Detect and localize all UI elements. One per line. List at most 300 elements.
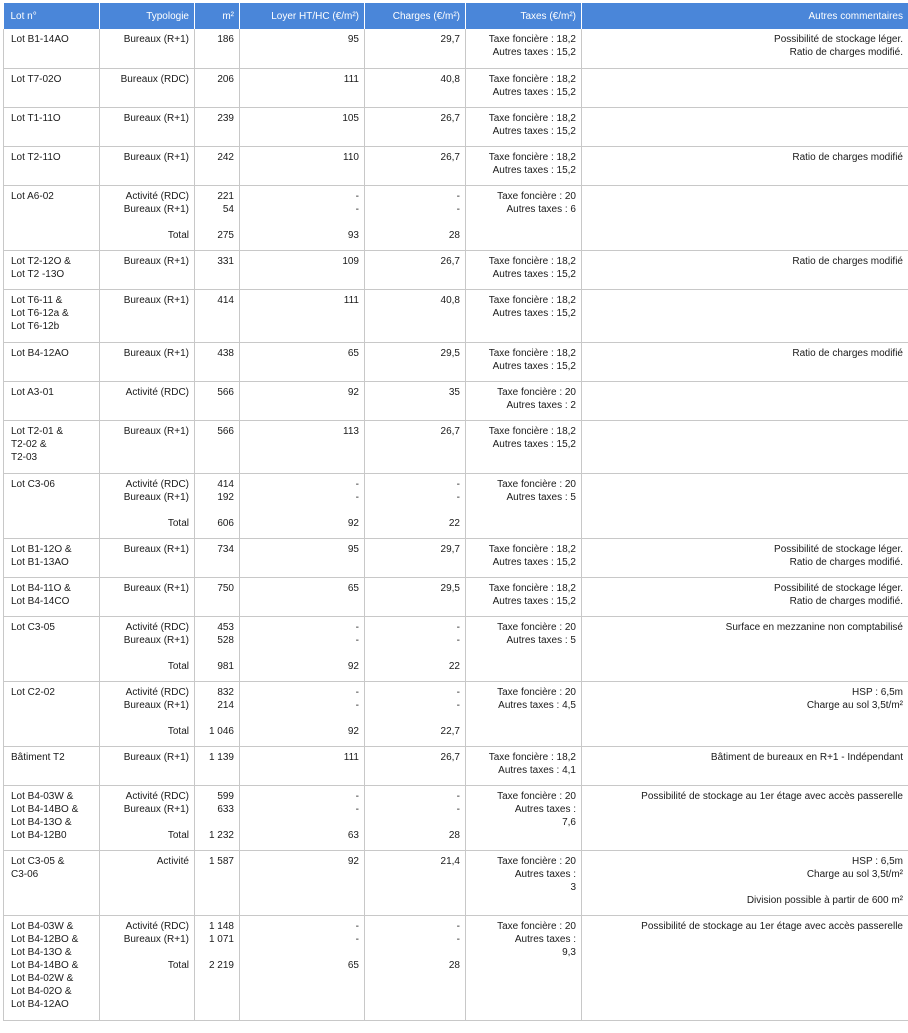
cell-loyer (240, 746, 365, 785)
table-row (4, 577, 908, 616)
cell-line: 29,7 (370, 33, 460, 46)
cell-line: Ratio de charges modifié. (587, 595, 903, 608)
cell-line: - (370, 790, 460, 803)
table-row (4, 785, 908, 850)
header-commentaires: Autres commentaires (582, 3, 908, 29)
cell-m2 (195, 146, 240, 185)
cell-line: Lot T6-12b (11, 320, 94, 333)
table-row (4, 616, 908, 681)
cell-line: 599 (200, 790, 234, 803)
cell-commentaires (582, 577, 908, 616)
cell-charges (365, 616, 466, 681)
cell-line: 111 (245, 751, 359, 764)
cell-typologie (100, 29, 195, 68)
cell-typologie (100, 473, 195, 538)
cell-loyer (240, 915, 365, 1020)
cell-line: 26,7 (370, 751, 460, 764)
table-row (4, 538, 908, 577)
cell-line: Lot B4-03W & (11, 790, 94, 803)
cell-line: 2 219 (200, 959, 234, 972)
cell-line: Lot B4-12BO & (11, 933, 94, 946)
cell-taxes (466, 616, 582, 681)
header-m2: m² (195, 3, 240, 29)
cell-line: 111 (245, 73, 359, 86)
cell-loyer (240, 616, 365, 681)
line-spacer (245, 946, 359, 959)
cell-line: 438 (200, 347, 234, 360)
cell-lot (4, 420, 100, 473)
table-row (4, 746, 908, 785)
line-spacer (105, 816, 189, 829)
cell-line: Lot B4-02O & (11, 985, 94, 998)
cell-line: 1 232 (200, 829, 234, 842)
cell-line: 3 (471, 881, 576, 894)
cell-line: Charge au sol 3,5t/m² (587, 699, 903, 712)
cell-line: Bâtiment T2 (11, 751, 94, 764)
cell-line: Bureaux (R+1) (105, 294, 189, 307)
cell-line: 65 (245, 959, 359, 972)
cell-taxes (466, 577, 582, 616)
cell-charges (365, 915, 466, 1020)
cell-line: Taxe foncière : 18,2 (471, 751, 576, 764)
cell-line: 734 (200, 543, 234, 556)
cell-line: Taxe foncière : 18,2 (471, 255, 576, 268)
cell-line: Taxe foncière : 18,2 (471, 582, 576, 595)
header-lot: Lot n° (4, 3, 100, 29)
cell-charges (365, 785, 466, 850)
cell-m2 (195, 29, 240, 68)
cell-line: HSP : 6,5m (587, 855, 903, 868)
cell-commentaires (582, 342, 908, 381)
cell-commentaires (582, 850, 908, 915)
cell-taxes (466, 185, 582, 250)
cell-loyer (240, 107, 365, 146)
cell-line: - (245, 491, 359, 504)
cell-line: 26,7 (370, 255, 460, 268)
cell-line: 92 (245, 855, 359, 868)
cell-line: 40,8 (370, 73, 460, 86)
cell-line: Taxe foncière : 20 (471, 190, 576, 203)
cell-line: - (370, 491, 460, 504)
cell-line: Activité (RDC) (105, 621, 189, 634)
cell-line: 40,8 (370, 294, 460, 307)
cell-line: 1 139 (200, 751, 234, 764)
cell-line: Bureaux (R+1) (105, 112, 189, 125)
cell-charges (365, 681, 466, 746)
cell-commentaires (582, 538, 908, 577)
cell-lot (4, 342, 100, 381)
cell-line: - (245, 621, 359, 634)
cell-commentaires (582, 616, 908, 681)
cell-typologie (100, 146, 195, 185)
cell-line: Autres taxes : (471, 803, 576, 816)
header-loyer: Loyer HT/HC (€/m²) (240, 3, 365, 29)
cell-line: Taxe foncière : 18,2 (471, 543, 576, 556)
cell-taxes (466, 342, 582, 381)
cell-commentaires (582, 681, 908, 746)
line-spacer (200, 216, 234, 229)
cell-line: - (245, 699, 359, 712)
cell-line: 414 (200, 478, 234, 491)
line-spacer (200, 504, 234, 517)
header-typologie: Typologie (100, 3, 195, 29)
cell-typologie (100, 381, 195, 420)
cell-line: 28 (370, 829, 460, 842)
line-spacer (245, 504, 359, 517)
cell-typologie (100, 616, 195, 681)
cell-line: 109 (245, 255, 359, 268)
cell-loyer (240, 68, 365, 107)
line-spacer (105, 216, 189, 229)
cell-charges (365, 185, 466, 250)
cell-m2 (195, 68, 240, 107)
cell-charges (365, 146, 466, 185)
cell-line: 22 (370, 660, 460, 673)
cell-line: 29,7 (370, 543, 460, 556)
cell-m2 (195, 289, 240, 342)
cell-line: Bureaux (R+1) (105, 803, 189, 816)
cell-line: 186 (200, 33, 234, 46)
cell-line: Lot B4-13O & (11, 816, 94, 829)
cell-taxes (466, 746, 582, 785)
cell-line: Possibilité de stockage au 1er étage avec accès passerelle (587, 790, 903, 803)
cell-line: Activité (RDC) (105, 790, 189, 803)
cell-line: 7,6 (471, 816, 576, 829)
cell-line: Lot T2-12O & (11, 255, 94, 268)
table-row (4, 107, 908, 146)
table-row (4, 420, 908, 473)
cell-loyer (240, 29, 365, 68)
cell-line: 1 046 (200, 725, 234, 738)
line-spacer (370, 647, 460, 660)
line-spacer (245, 216, 359, 229)
cell-typologie (100, 850, 195, 915)
line-spacer (370, 816, 460, 829)
cell-line: Possibilité de stockage au 1er étage avec accès passerelle (587, 920, 903, 933)
cell-loyer (240, 250, 365, 289)
cell-line: Ratio de charges modifié (587, 151, 903, 164)
table-row (4, 68, 908, 107)
line-spacer (200, 946, 234, 959)
cell-line: Autres taxes : (471, 868, 576, 881)
cell-charges (365, 107, 466, 146)
cell-line: 92 (245, 660, 359, 673)
cell-typologie (100, 577, 195, 616)
cell-line: Taxe foncière : 18,2 (471, 294, 576, 307)
table-row (4, 850, 908, 915)
cell-loyer (240, 850, 365, 915)
cell-lot (4, 473, 100, 538)
cell-commentaires (582, 107, 908, 146)
cell-charges (365, 473, 466, 538)
cell-line: 63 (245, 829, 359, 842)
line-spacer (370, 712, 460, 725)
cell-line: Bureaux (R+1) (105, 203, 189, 216)
cell-line: 453 (200, 621, 234, 634)
table-row (4, 289, 908, 342)
cell-taxes (466, 29, 582, 68)
cell-lot (4, 785, 100, 850)
cell-line: Lot B1-14AO (11, 33, 94, 46)
cell-loyer (240, 420, 365, 473)
cell-line: 981 (200, 660, 234, 673)
cell-line: Total (105, 829, 189, 842)
cell-line: 832 (200, 686, 234, 699)
cell-line: 26,7 (370, 151, 460, 164)
line-spacer (245, 712, 359, 725)
cell-line: - (245, 634, 359, 647)
cell-line: Autres taxes : 5 (471, 491, 576, 504)
cell-line: Autres taxes : 15,2 (471, 46, 576, 59)
cell-m2 (195, 250, 240, 289)
cell-line: Autres taxes : 15,2 (471, 595, 576, 608)
cell-line: 29,5 (370, 582, 460, 595)
cell-line: Total (105, 660, 189, 673)
cell-line: C3-06 (11, 868, 94, 881)
cell-line: Taxe foncière : 20 (471, 790, 576, 803)
cell-loyer (240, 381, 365, 420)
cell-loyer (240, 473, 365, 538)
cell-line: Possibilité de stockage léger. (587, 33, 903, 46)
cell-commentaires (582, 785, 908, 850)
cell-line: 606 (200, 517, 234, 530)
cell-commentaires (582, 289, 908, 342)
cell-line: Taxe foncière : 20 (471, 686, 576, 699)
cell-line: Possibilité de stockage léger. (587, 543, 903, 556)
cell-line: 95 (245, 33, 359, 46)
cell-typologie (100, 250, 195, 289)
cell-line: Total (105, 229, 189, 242)
cell-line: Bureaux (R+1) (105, 33, 189, 46)
line-spacer (370, 946, 460, 959)
cell-line: - (245, 920, 359, 933)
cell-line: Taxe foncière : 18,2 (471, 425, 576, 438)
table-row (4, 381, 908, 420)
cell-line: Autres taxes : 4,5 (471, 699, 576, 712)
cell-m2 (195, 577, 240, 616)
cell-line: Activité (RDC) (105, 478, 189, 491)
cell-line: - (370, 621, 460, 634)
cell-m2 (195, 420, 240, 473)
cell-line: Lot C2-02 (11, 686, 94, 699)
cell-line: Lot C3-05 (11, 621, 94, 634)
cell-line: Ratio de charges modifié (587, 347, 903, 360)
cell-line: Lot B4-11O & (11, 582, 94, 595)
cell-charges (365, 577, 466, 616)
cell-line: 92 (245, 517, 359, 530)
line-spacer (370, 216, 460, 229)
cell-loyer (240, 185, 365, 250)
cell-line: Total (105, 517, 189, 530)
cell-charges (365, 746, 466, 785)
cell-line: - (245, 478, 359, 491)
cell-commentaires (582, 381, 908, 420)
cell-line: 28 (370, 959, 460, 972)
cell-line: Lot C3-06 (11, 478, 94, 491)
cell-line: Autres taxes : 15,2 (471, 268, 576, 281)
cell-line: 192 (200, 491, 234, 504)
cell-typologie (100, 289, 195, 342)
table-row (4, 342, 908, 381)
cell-typologie (100, 420, 195, 473)
cell-line: 65 (245, 582, 359, 595)
cell-line: Activité (RDC) (105, 920, 189, 933)
cell-commentaires (582, 250, 908, 289)
cell-taxes (466, 915, 582, 1020)
cell-typologie (100, 342, 195, 381)
cell-line: Taxe foncière : 18,2 (471, 73, 576, 86)
cell-line: 111 (245, 294, 359, 307)
line-spacer (200, 647, 234, 660)
cell-line: - (370, 803, 460, 816)
cell-line: - (245, 803, 359, 816)
line-spacer (245, 816, 359, 829)
cell-line: 214 (200, 699, 234, 712)
cell-line: 65 (245, 347, 359, 360)
cell-line: 22,7 (370, 725, 460, 738)
cell-commentaires (582, 68, 908, 107)
cell-loyer (240, 342, 365, 381)
cell-line: Lot T2-01 & (11, 425, 94, 438)
cell-m2 (195, 616, 240, 681)
cell-line: Bureaux (R+1) (105, 751, 189, 764)
cell-m2 (195, 381, 240, 420)
line-spacer (200, 712, 234, 725)
cell-line: 9,3 (471, 946, 576, 959)
cell-line: Lot T2 -13O (11, 268, 94, 281)
cell-lot (4, 577, 100, 616)
cell-taxes (466, 146, 582, 185)
cell-loyer (240, 577, 365, 616)
cell-m2 (195, 342, 240, 381)
cell-line: Bureaux (R+1) (105, 634, 189, 647)
cell-charges (365, 289, 466, 342)
cell-line: 221 (200, 190, 234, 203)
cell-commentaires (582, 29, 908, 68)
cell-line: Activité (RDC) (105, 686, 189, 699)
cell-m2 (195, 915, 240, 1020)
cell-commentaires (582, 146, 908, 185)
cell-line: Lot B4-02W & (11, 972, 94, 985)
cell-lot (4, 289, 100, 342)
lots-table (3, 3, 908, 1021)
cell-line: Lot B4-12AO (11, 347, 94, 360)
cell-line: Autres taxes : (471, 933, 576, 946)
cell-lot (4, 616, 100, 681)
cell-line: Autres taxes : 15,2 (471, 125, 576, 138)
cell-line: Lot T6-11 & (11, 294, 94, 307)
cell-line: - (245, 203, 359, 216)
cell-line: Bureaux (R+1) (105, 347, 189, 360)
cell-loyer (240, 785, 365, 850)
cell-m2 (195, 785, 240, 850)
line-spacer (370, 504, 460, 517)
cell-typologie (100, 785, 195, 850)
cell-line: 239 (200, 112, 234, 125)
cell-line: Lot B4-14BO & (11, 803, 94, 816)
cell-line: 110 (245, 151, 359, 164)
cell-line: Bâtiment de bureaux en R+1 - Indépendant (587, 751, 903, 764)
table-row (4, 146, 908, 185)
cell-line: Bureaux (R+1) (105, 699, 189, 712)
cell-commentaires (582, 473, 908, 538)
cell-taxes (466, 420, 582, 473)
cell-line: Lot B4-12B0 (11, 829, 94, 842)
cell-line: Total (105, 725, 189, 738)
cell-typologie (100, 68, 195, 107)
cell-line: Autres taxes : 15,2 (471, 360, 576, 373)
table-header-row (4, 3, 908, 29)
header-taxes: Taxes (€/m²) (466, 3, 582, 29)
cell-line: 92 (245, 725, 359, 738)
cell-line: Lot T1-11O (11, 112, 94, 125)
cell-line: Autres taxes : 15,2 (471, 556, 576, 569)
cell-line: Taxe foncière : 20 (471, 386, 576, 399)
cell-line: - (370, 190, 460, 203)
cell-line: Activité (RDC) (105, 190, 189, 203)
cell-charges (365, 381, 466, 420)
cell-line: Lot C3-05 & (11, 855, 94, 868)
cell-line: 206 (200, 73, 234, 86)
cell-lot (4, 107, 100, 146)
cell-line: 566 (200, 425, 234, 438)
cell-lot (4, 29, 100, 68)
cell-line: Lot B1-13AO (11, 556, 94, 569)
cell-line: 22 (370, 517, 460, 530)
cell-line: Surface en mezzanine non comptabilisé (587, 621, 903, 634)
cell-typologie (100, 915, 195, 1020)
line-spacer (105, 712, 189, 725)
cell-line: Lot B4-13O & (11, 946, 94, 959)
cell-lot (4, 746, 100, 785)
cell-line: T2-02 & (11, 438, 94, 451)
cell-line: Activité (RDC) (105, 386, 189, 399)
cell-line: Lot A6-02 (11, 190, 94, 203)
cell-charges (365, 68, 466, 107)
cell-line: - (370, 920, 460, 933)
cell-line: Ratio de charges modifié (587, 255, 903, 268)
cell-loyer (240, 538, 365, 577)
cell-taxes (466, 107, 582, 146)
cell-line: Autres taxes : 2 (471, 399, 576, 412)
cell-line: - (245, 933, 359, 946)
cell-m2 (195, 681, 240, 746)
cell-charges (365, 250, 466, 289)
cell-charges (365, 538, 466, 577)
cell-line: 275 (200, 229, 234, 242)
cell-lot (4, 68, 100, 107)
cell-commentaires (582, 185, 908, 250)
table-row (4, 915, 908, 1020)
cell-line: 414 (200, 294, 234, 307)
cell-line: Autres taxes : 4,1 (471, 764, 576, 777)
cell-line: 93 (245, 229, 359, 242)
table-body (4, 29, 908, 1020)
cell-typologie (100, 746, 195, 785)
cell-line: - (245, 790, 359, 803)
cell-line: Lot B4-12AO (11, 998, 94, 1011)
cell-line: Ratio de charges modifié. (587, 556, 903, 569)
cell-line: Bureaux (R+1) (105, 543, 189, 556)
cell-line: - (370, 686, 460, 699)
cell-charges (365, 850, 466, 915)
cell-line: Ratio de charges modifié. (587, 46, 903, 59)
cell-taxes (466, 538, 582, 577)
cell-line: Bureaux (R+1) (105, 491, 189, 504)
cell-loyer (240, 289, 365, 342)
cell-line: Autres taxes : 6 (471, 203, 576, 216)
cell-m2 (195, 185, 240, 250)
